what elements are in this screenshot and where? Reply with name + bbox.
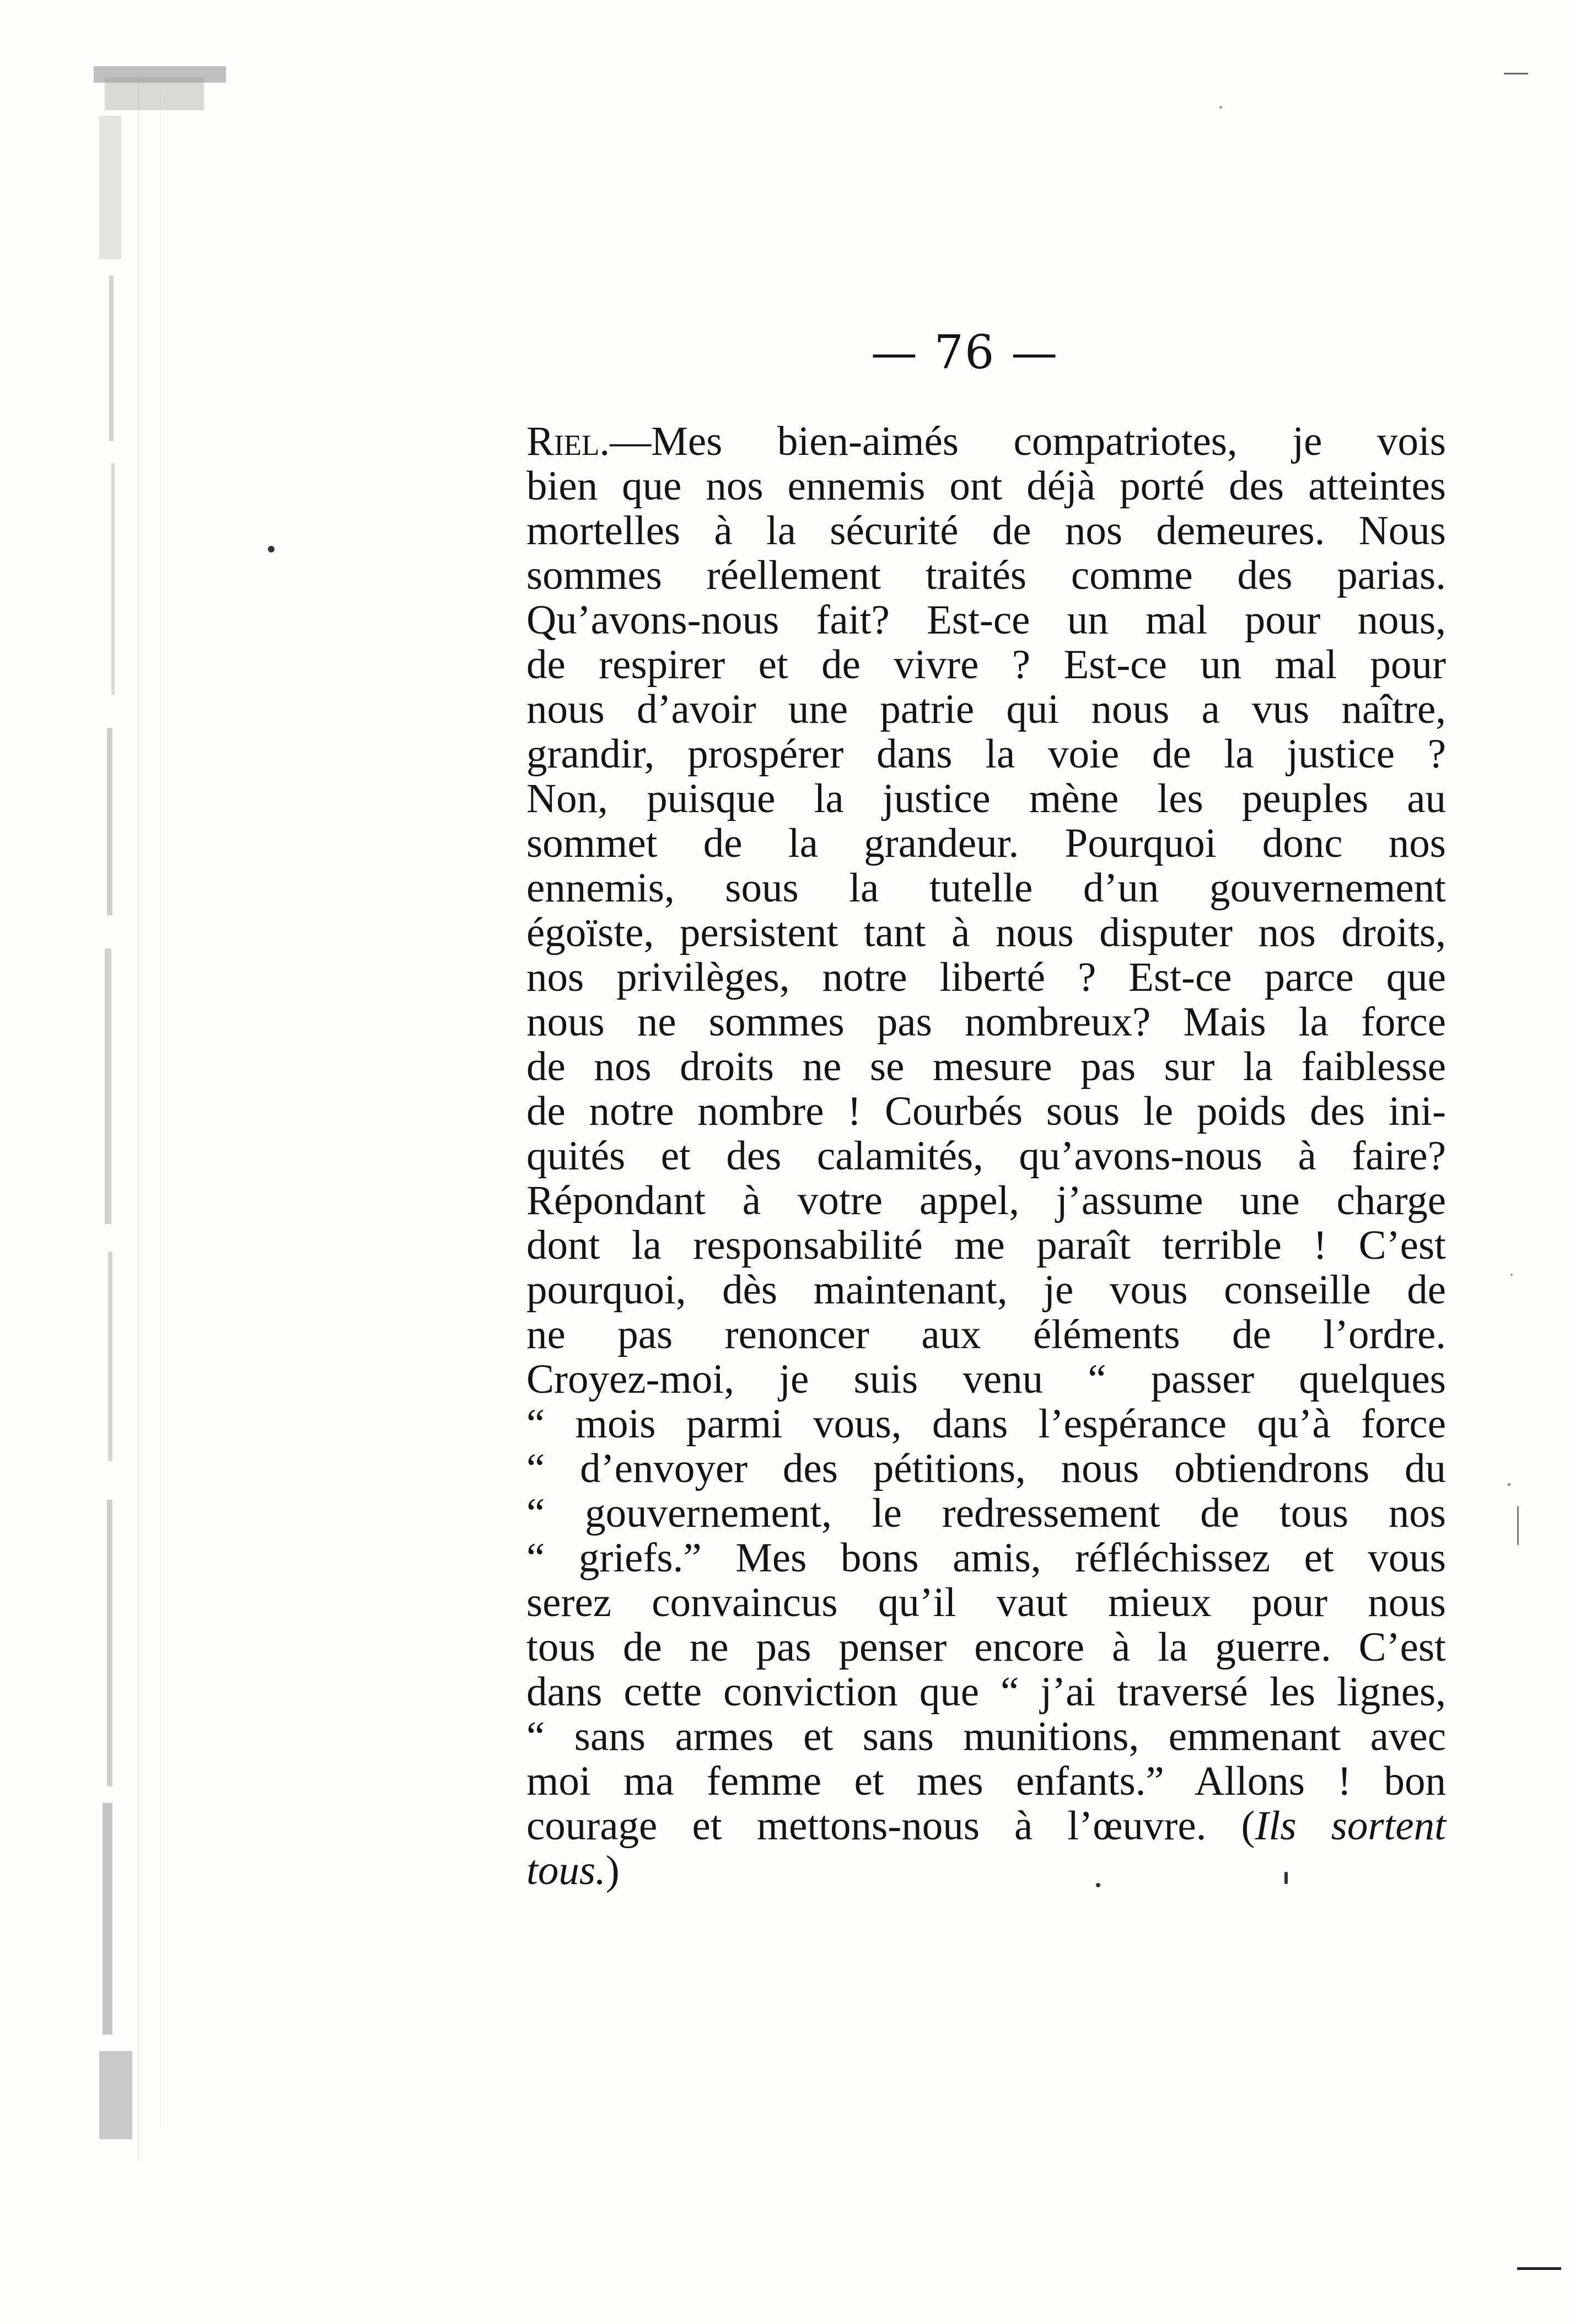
text-line: “ d’envoyer des pétitions, nous obtiendrons du bbox=[526, 1446, 1446, 1491]
text-line: “ griefs.” Mes bons amis, réfléchissez et vous bbox=[526, 1535, 1446, 1581]
text-line: quités et des calamités, qu’avons-nous à faire? bbox=[526, 1133, 1446, 1179]
text-line: serez convaincus qu’il vaut mieux pour nous bbox=[526, 1580, 1446, 1625]
ink-speck bbox=[1219, 106, 1222, 109]
text-line: ennemis, sous la tutelle d’un gouvernement bbox=[526, 865, 1446, 911]
text-line: “ gouvernement, le redressement de tous nos bbox=[526, 1490, 1446, 1536]
text-line: pourquoi, dès maintenant, je vous conseille de bbox=[526, 1267, 1446, 1313]
stage-direction: tous. bbox=[526, 1848, 606, 1893]
text-line: Non, puisque la justice mène les peuples au bbox=[526, 776, 1446, 822]
text-line: nous d’avoir une patrie qui nous a vus naître, bbox=[526, 686, 1446, 732]
ink-speck bbox=[1510, 1274, 1513, 1276]
scanned-binding-edge-artifact bbox=[83, 66, 265, 2161]
text-line: dans cette conviction que “ j’ai traversé les lignes, bbox=[526, 1669, 1446, 1715]
binding-noise-graphic bbox=[83, 66, 265, 2161]
text-line: Croyez-moi, je suis venu “ passer quelques bbox=[526, 1356, 1446, 1402]
speech-text-block bbox=[526, 419, 1446, 1893]
line-text: courage et mettons-nous à l’œuvre. ( bbox=[526, 1803, 1255, 1849]
text-line bbox=[526, 1804, 1446, 1848]
ink-speck bbox=[1508, 1483, 1510, 1486]
text-line: de notre nombre ! Courbés sous le poids des ini- bbox=[526, 1088, 1446, 1134]
ink-speck bbox=[1284, 1872, 1288, 1884]
text-line: mortelles à la sécurité de nos demeures. Nous bbox=[526, 508, 1446, 554]
margin-mark bbox=[1517, 1506, 1519, 1545]
text-line bbox=[526, 1848, 1446, 1893]
speaker-name: Riel. bbox=[526, 418, 610, 464]
text-line: Qu’avons-nous fait? Est-ce un mal pour nous, bbox=[526, 597, 1446, 643]
text-line: de nos droits ne se mesure pas sur la faiblesse bbox=[526, 1044, 1446, 1089]
text-line: moi ma femme et mes enfants.” Allons ! bon bbox=[526, 1758, 1446, 1804]
text-line bbox=[526, 419, 1446, 464]
text-line: sommet de la grandeur. Pourquoi donc nos bbox=[526, 820, 1446, 866]
text-line: Répondant à votre appel, j’assume une charge bbox=[526, 1178, 1446, 1223]
text-line: égoïste, persistent tant à nous disputer nos droits, bbox=[526, 910, 1446, 956]
text-line: grandir, prospérer dans la voie de la justice ? bbox=[526, 731, 1446, 777]
text-line: tous de ne pas penser encore à la guerre. C’est bbox=[526, 1624, 1446, 1670]
closing-parenthesis: ) bbox=[605, 1848, 620, 1893]
page-number: — 76 — bbox=[870, 325, 1059, 379]
text-line: “ mois parmi vous, dans l’espérance qu’à force bbox=[526, 1401, 1446, 1447]
text-line: “ sans armes et sans munitions, emmenant avec bbox=[526, 1714, 1446, 1759]
margin-mark bbox=[1517, 2267, 1561, 2270]
text-line: nos privilèges, notre liberté ? Est-ce parce que bbox=[526, 954, 1446, 1000]
text-line: bien que nos ennemis ont déjà porté des atteintes bbox=[526, 463, 1446, 509]
text-line: sommes réellement traités comme des parias. bbox=[526, 552, 1446, 598]
ink-speck bbox=[268, 546, 275, 552]
text-line: ne pas renoncer aux éléments de l’ordre. bbox=[526, 1312, 1446, 1357]
text-line: nous ne sommes pas nombreux? Mais la force bbox=[526, 999, 1446, 1045]
stage-direction: Ils sortent bbox=[1255, 1803, 1446, 1849]
margin-mark bbox=[1504, 73, 1528, 74]
line-text: —Mes bien-aimés compatriotes, je vois bbox=[610, 418, 1446, 464]
text-line: de respirer et de vivre ? Est-ce un mal pour bbox=[526, 642, 1446, 688]
ink-speck bbox=[1096, 1883, 1100, 1887]
text-line: dont la responsabilité me paraît terrible ! C’est bbox=[526, 1222, 1446, 1268]
